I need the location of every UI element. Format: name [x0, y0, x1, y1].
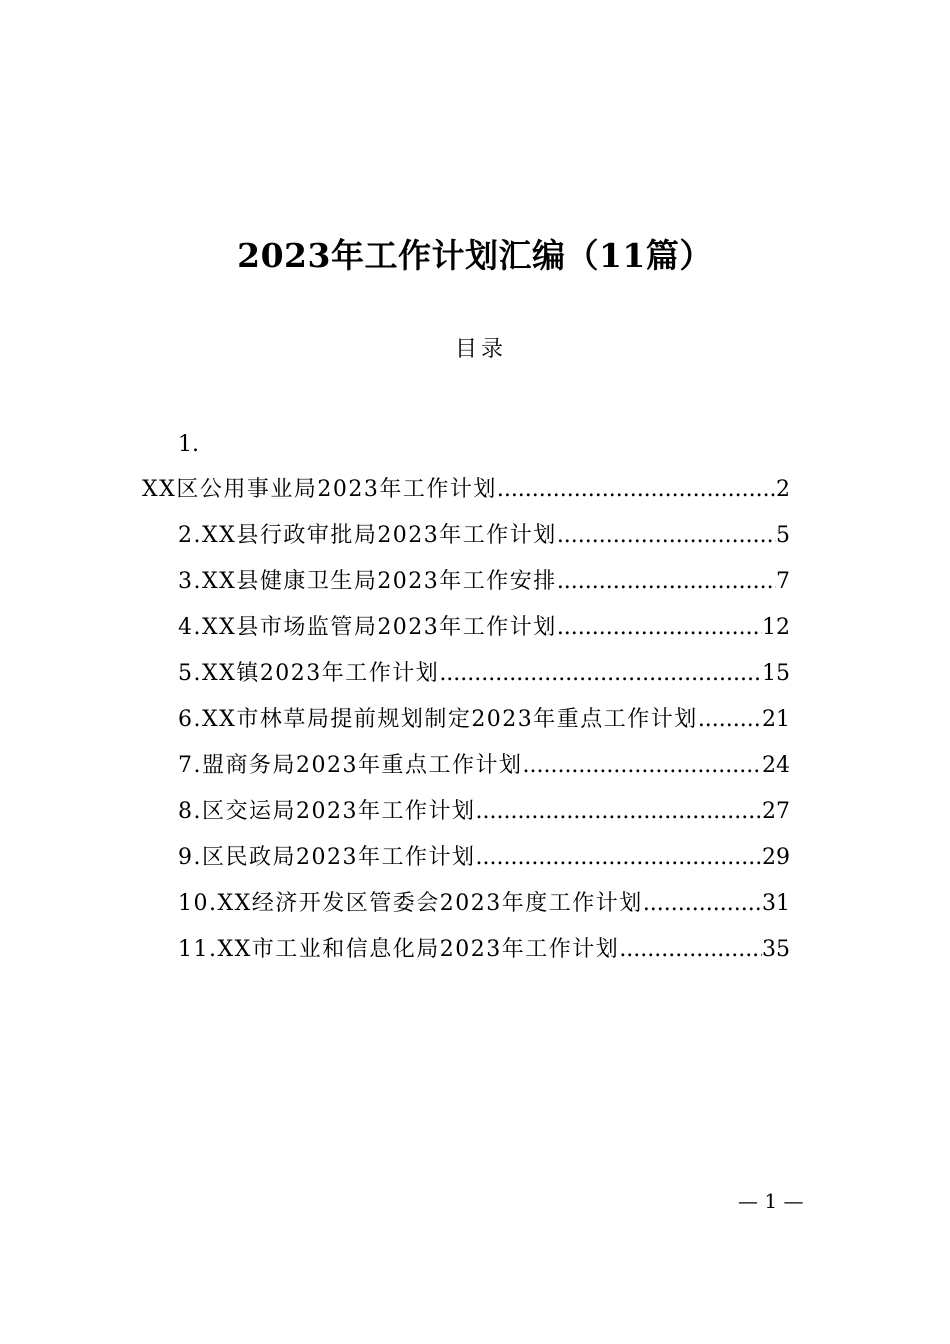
toc-leader-dots [439, 656, 762, 692]
toc-entry[interactable] [178, 886, 790, 922]
toc-entry-title: 3.XX县健康卫生局2023年工作安排 [178, 569, 557, 594]
toc-entry[interactable] [178, 794, 790, 830]
toc-entry[interactable] [178, 840, 790, 876]
toc-leader-dots [557, 564, 776, 600]
toc-entry[interactable] [178, 656, 790, 692]
page-number-footer: — 1 — [738, 1189, 804, 1213]
toc-entry-page: 24 [762, 753, 790, 778]
toc-leader-dots [475, 840, 762, 876]
toc-entry-title: 2.XX县行政审批局2023年工作计划 [178, 523, 557, 548]
toc-leader-dots [698, 702, 762, 738]
toc-entry-title: 11.XX市工业和信息化局2023年工作计划 [178, 937, 620, 962]
toc-entry-title: XX区公用事业局2023年工作计划 [142, 477, 497, 502]
toc-leader-dots [643, 886, 762, 922]
toc-entry-page: 15 [762, 661, 790, 686]
toc-entry-page: 29 [762, 845, 790, 870]
toc-entry-title: 10.XX经济开发区管委会2023年度工作计划 [178, 891, 643, 916]
toc-entry-title: 9.区民政局2023年工作计划 [178, 845, 476, 870]
toc-leader-dots [497, 472, 776, 508]
toc-entry[interactable] [178, 748, 790, 784]
toc-entry-page: 2 [776, 477, 790, 502]
toc-leader-dots [557, 518, 776, 554]
document-title: 2023年工作计划汇编（11篇） [237, 236, 713, 275]
toc-entry-page: 35 [762, 937, 790, 962]
toc-entry-title: 5.XX镇2023年工作计划 [178, 661, 440, 686]
toc-leader-dots [522, 748, 762, 784]
toc-leader-dots [557, 610, 762, 646]
toc-entry-page: 12 [762, 615, 790, 640]
toc-entry-page: 27 [762, 799, 790, 824]
toc-entry[interactable] [142, 472, 790, 508]
toc-entry[interactable] [178, 932, 790, 968]
toc-entry[interactable] [178, 702, 790, 738]
toc-entry-title: 4.XX县市场监管局2023年工作计划 [178, 615, 557, 640]
toc-entry-title: 7.盟商务局2023年重点工作计划 [178, 753, 523, 778]
toc-entry-title: 8.区交运局2023年工作计划 [178, 799, 476, 824]
toc-entry-title: 6.XX市林草局提前规划制定2023年重点工作计划 [178, 707, 698, 732]
toc-entry-page: 31 [762, 891, 790, 916]
toc-entry-page: 21 [762, 707, 790, 732]
toc-entry[interactable] [178, 564, 790, 600]
toc-entry-page: 7 [776, 569, 790, 594]
toc-leader-dots [619, 932, 762, 968]
toc-leader-dots [475, 794, 762, 830]
toc-heading: 目录 [454, 337, 507, 362]
toc-entry[interactable] [178, 518, 790, 554]
toc-entry-number: 1. [178, 432, 199, 457]
toc-entry[interactable] [178, 610, 790, 646]
toc-entry-page: 5 [776, 523, 790, 548]
